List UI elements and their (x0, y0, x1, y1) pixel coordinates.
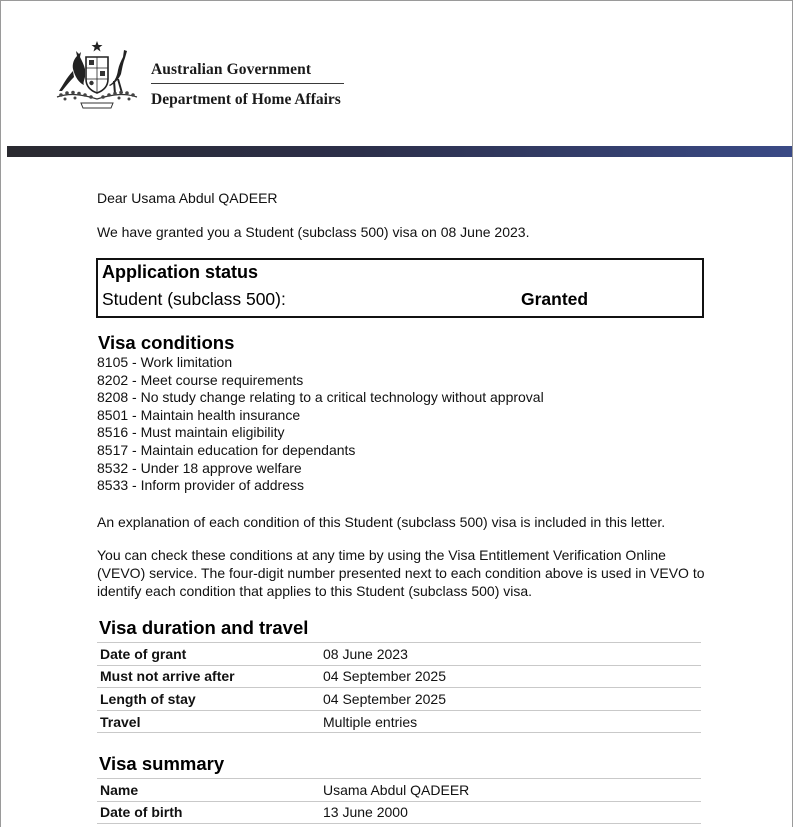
visa-conditions-heading: Visa conditions (98, 332, 235, 353)
visa-conditions-list (97, 354, 544, 495)
department-name: Department of Home Affairs (151, 91, 341, 108)
condition-item: 8517 - Maintain education for dependants (97, 441, 356, 458)
row-label: Date of birth (97, 801, 320, 824)
row-label: Must not arrive after (97, 665, 320, 688)
government-letterhead (1, 1, 792, 146)
row-value: Multiple entries (320, 710, 701, 733)
row-value: 13 June 2000 (320, 801, 701, 824)
visa-duration-table (97, 642, 701, 733)
condition-item: 8501 - Maintain health insurance (97, 406, 301, 423)
table-row (97, 801, 701, 824)
application-status-label: Student (subclass 500): (102, 289, 286, 309)
letterhead-divider (151, 83, 344, 84)
table-row (97, 779, 701, 802)
row-value: 08 June 2023 (320, 643, 701, 666)
row-value: 04 September 2025 (320, 665, 701, 688)
condition-item: 8532 - Under 18 approve welfare (97, 459, 302, 476)
row-label: Date of grant (97, 643, 320, 666)
row-value: 04 September 2025 (320, 688, 701, 711)
vevo-note: You can check these conditions at any time by using the Visa Entitlement Verification Online (VEVO) service. The four-digit number presented next to each condition above is used in VEVO to identify each condition that applies to this Student (subclass 500) visa. (97, 547, 705, 599)
table-row (97, 710, 701, 733)
table-row (97, 688, 701, 711)
header-band (7, 146, 792, 157)
coat-of-arms-icon (51, 39, 143, 111)
condition-item: 8202 - Meet course requirements (97, 371, 304, 388)
row-label: Name (97, 779, 320, 802)
grant-statement: We have granted you a Student (subclass 500) visa on 08 June 2023. (97, 224, 530, 240)
government-name: Australian Government (151, 61, 312, 78)
visa-duration-heading: Visa duration and travel (99, 617, 309, 638)
row-value: Usama Abdul QADEER (320, 779, 701, 802)
condition-item: 8208 - No study change relating to a critical technology without approval (97, 389, 544, 406)
visa-summary-table (97, 778, 701, 824)
conditions-explanation: An explanation of each condition of this Student (subclass 500) visa is included in this letter. (97, 514, 666, 530)
visa-summary-heading: Visa summary (99, 753, 225, 774)
row-label: Travel (97, 710, 320, 733)
application-status-value: Granted (521, 289, 589, 309)
application-status-box (96, 258, 704, 318)
application-status-title: Application status (102, 262, 259, 282)
condition-item: 8516 - Must maintain eligibility (97, 424, 285, 441)
salutation: Dear Usama Abdul QADEER (97, 190, 278, 206)
row-label: Length of stay (97, 688, 320, 711)
table-row (97, 665, 701, 688)
condition-item: 8105 - Work limitation (97, 354, 233, 370)
table-row (97, 643, 701, 666)
condition-item: 8533 - Inform provider of address (97, 477, 304, 494)
